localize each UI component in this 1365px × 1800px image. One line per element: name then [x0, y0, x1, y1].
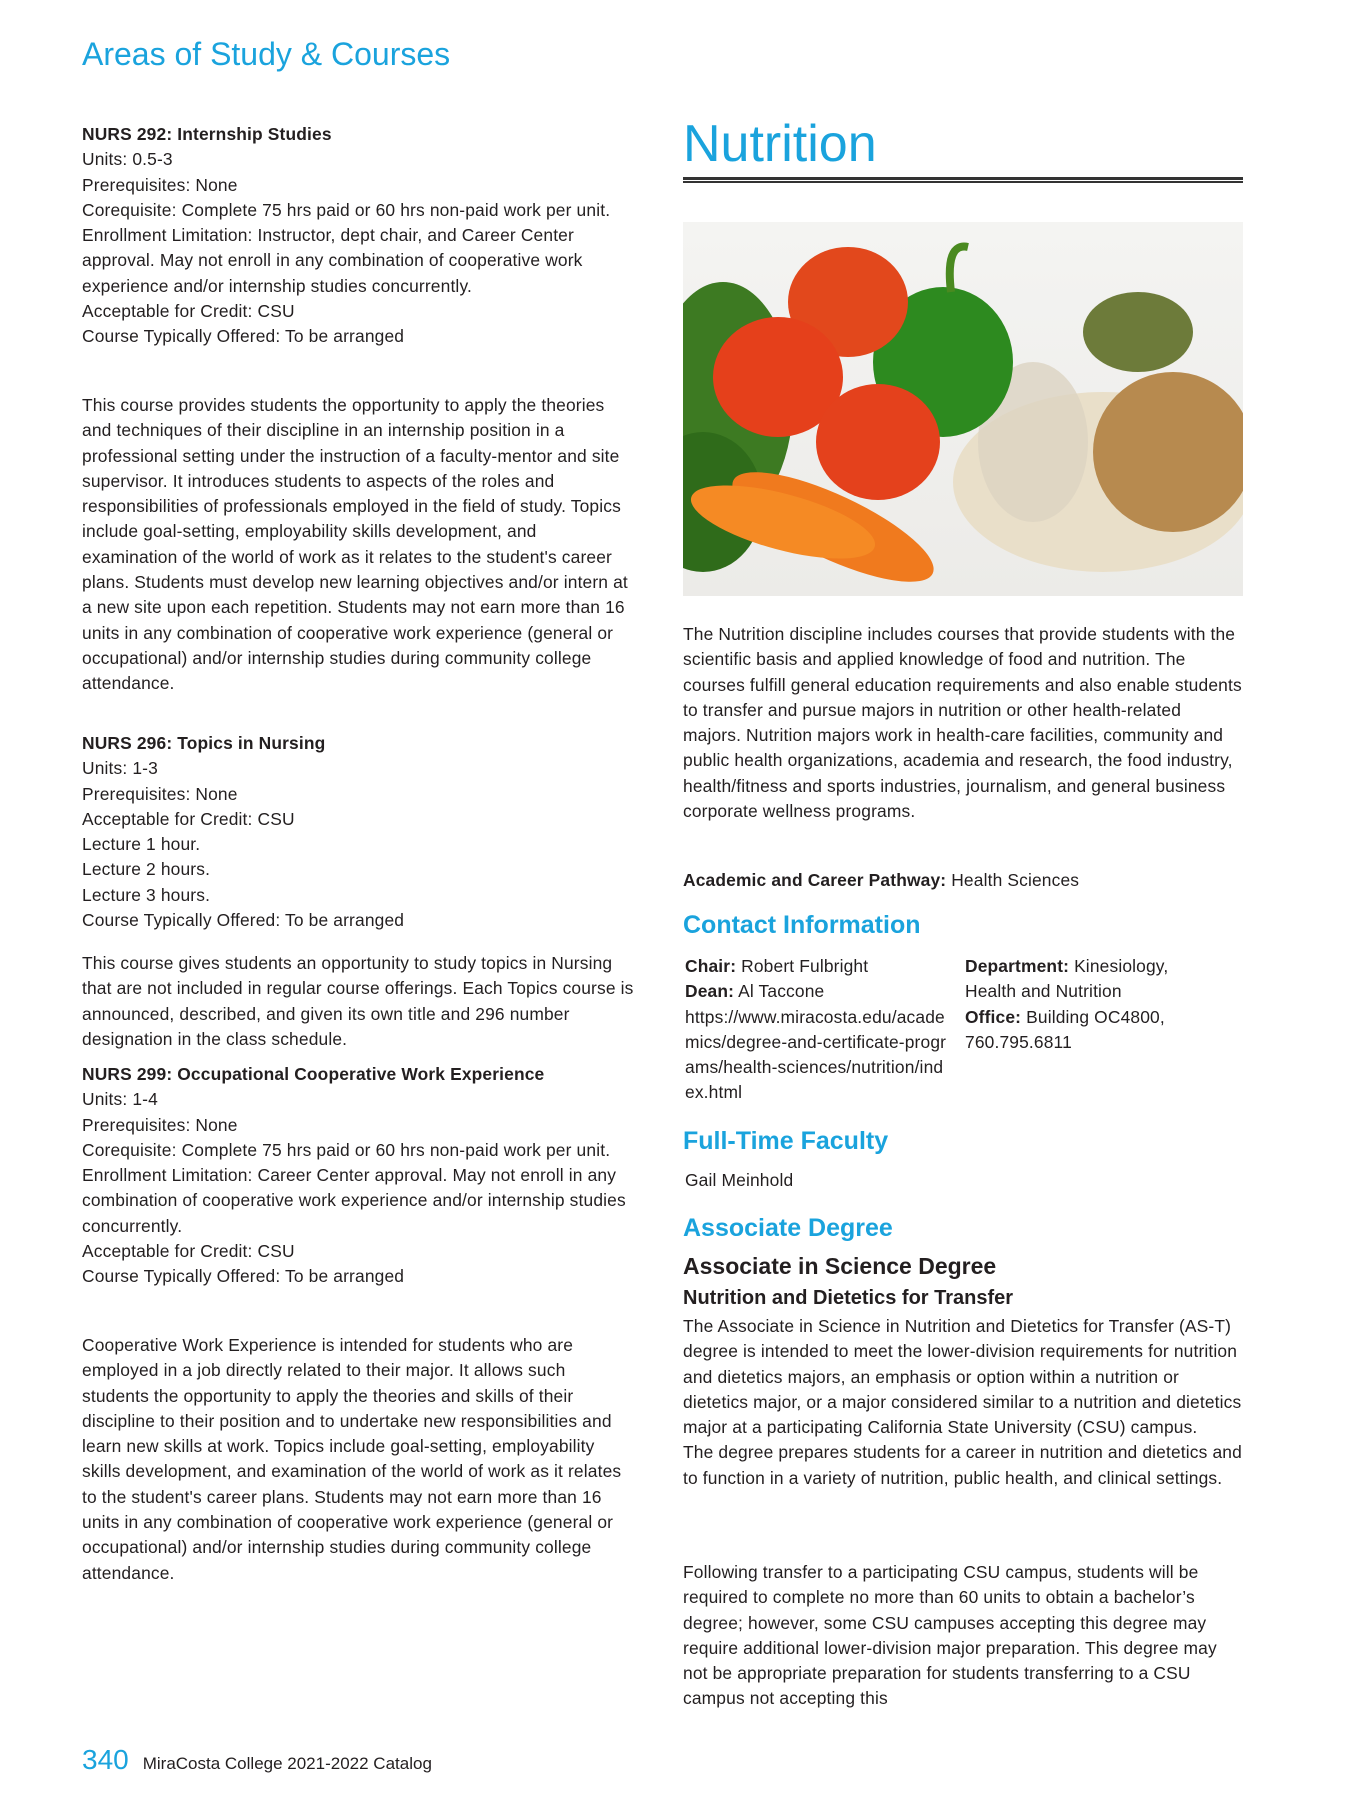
course-description: Cooperative Work Experience is intended for students who are employed in a job directly related to their major. It allows such students the opportunity to apply the theories and skills of their discipline to their position and to undertake new responsibilities and learn new skills at work. Topics include goal-setting, employability skills development, and examination of the world of work as it relates to the student's career plans. Students may not earn more than 16 units in any combination of cooperative work experience (general or occupational) and/or internship studies during community college attendance. — [82, 1335, 622, 1583]
faculty-name: Gail Meinhold — [685, 1170, 794, 1190]
course-offered: Course Typically Offered: To be arranged — [82, 910, 405, 931]
degree-heading: Associate Degree — [683, 1214, 893, 1242]
chair-label: Chair: — [685, 956, 737, 976]
course-title: NURS 292: Internship Studies — [82, 124, 332, 144]
dean-name: Al Taccone — [738, 981, 825, 1002]
degree-subheading: Associate in Science Degree — [683, 1253, 997, 1279]
office-label: Office: — [965, 1006, 1022, 1027]
pathway-label: Academic and Career Pathway: — [683, 870, 947, 890]
course-credit: Acceptable for Credit: CSU — [82, 301, 295, 322]
course-units: Units: 0.5-3 — [82, 149, 173, 170]
course-credit: Acceptable for Credit: CSU — [82, 1241, 295, 1262]
discipline-title: Nutrition — [683, 115, 877, 173]
program-title: Nutrition and Dietetics for Transfer — [683, 1287, 1014, 1309]
course-description: This course gives students an opportunity to study topics in Nursing that are not included in regular course offerings. Each Topics course is announced, described, and given its own title and 296 number designation in the class schedule. — [82, 953, 634, 1049]
course-description: This course provides students the opportunity to apply the theories and techniques of their discipline in an internship position in a professional setting under the instruction of a faculty-mentor and site supervisor. It introduces students to aspects of the roles and responsibilities of professionals employed in the field of study. Topics include goal-setting, employability skills development, and examination of the world of work as it relates to the student's career plans. Students must develop new learning objectives and/or intern at a new site upon each repetition. Students may not earn more than 16 units in any combination of cooperative work experience (general or occupational) and/or internship studies during community college attendance. — [82, 395, 628, 694]
course-credit: Acceptable for Credit: CSU — [82, 808, 295, 829]
office-info: Building OC4800, 760.795.6811 — [965, 1006, 1165, 1052]
title-divider — [683, 177, 1243, 183]
course-prereq: Prerequisites: None — [82, 1114, 238, 1135]
course-lecture: Lecture 2 hours. — [82, 859, 211, 880]
page-footer — [82, 1744, 432, 1776]
course-nurs-299 — [82, 1062, 634, 1290]
course-enrollment: Enrollment Limitation: Instructor, dept chair, and Career Center approval. May not enroll in any combination of cooperative work experience and/or internship studies concurrently. — [82, 225, 583, 296]
catalog-name: MiraCosta College 2021-2022 Catalog — [142, 1754, 432, 1773]
course-prereq: Prerequisites: None — [82, 174, 238, 195]
course-title: NURS 296: Topics in Nursing — [82, 733, 326, 753]
nutrition-food-image — [683, 222, 1243, 596]
course-offered: Course Typically Offered: To be arranged — [82, 1266, 405, 1287]
transfer-paragraph: Following transfer to a participating CSU campus, students will be required to complete no more than 60 units to obtain a bachelor’s degree; however, some CSU campuses accepting this degree may require additional lower-division major preparation. This degree may not be appropriate preparation for students transferring to a CSU campus not accepting this — [683, 1562, 1217, 1709]
pathway-value: Health Sciences — [951, 870, 1080, 890]
course-offered: Course Typically Offered: To be arranged — [82, 326, 405, 347]
course-enrollment: Enrollment Limitation: Career Center approval. May not enroll in any combination of cooperative work experience and/or internship studies concurrently. — [82, 1165, 626, 1236]
chair-name: Robert Fulbright — [741, 956, 869, 976]
department-label: Department: — [965, 956, 1070, 976]
career-pathway — [683, 868, 1243, 893]
discipline-url-link[interactable]: https://www.miracosta.edu/academics/degree-and-certificate-programs/health-sciences/nutrition/index.html — [685, 1006, 947, 1103]
faculty-heading: Full-Time Faculty — [683, 1127, 889, 1155]
course-title: NURS 299: Occupational Cooperative Work Experience — [82, 1064, 545, 1084]
section-title: Areas of Study & Courses — [82, 36, 451, 72]
course-lecture: Lecture 3 hours. — [82, 884, 211, 905]
course-prereq: Prerequisites: None — [82, 783, 238, 804]
course-units: Units: 1-4 — [82, 1089, 158, 1110]
course-coreq: Corequisite: Complete 75 hrs paid or 60 hrs non-paid work per unit. — [82, 1139, 611, 1160]
course-nurs-296 — [82, 731, 634, 933]
contact-right — [965, 954, 1195, 1055]
page-number: 340 — [82, 1744, 129, 1775]
degree-paragraph: The degree prepares students for a career in nutrition and dietetics and to function in a variety of nutrition, public health, and clinical settings. — [683, 1442, 1242, 1488]
degree-description — [683, 1314, 1243, 1491]
course-coreq: Corequisite: Complete 75 hrs paid or 60 hrs non-paid work per unit. — [82, 199, 611, 220]
course-nurs-292 — [82, 122, 634, 350]
dean-label: Dean: — [685, 981, 735, 1002]
course-units: Units: 1-3 — [82, 758, 158, 779]
discipline-intro: The Nutrition discipline includes courses that provide students with the scientific basis and applied knowledge of food and nutrition. The courses fulfill general education requirements and also enable students to transfer and pursue majors in nutrition or other health-related majors. Nutrition majors work in health-care facilities, community and public health organizations, academia and research, the food industry, health/fitness and sports industries, journalism, and general business corporate wellness programs. — [683, 624, 1242, 822]
contact-heading: Contact Information — [683, 911, 921, 939]
degree-paragraph: The Associate in Science in Nutrition and Dietetics for Transfer (AS-T) degree is intended to meet the lower-division requirements for nutrition and dietetics majors, an emphasis or option within a nutrition or dietetics major, or a major considered similar to a nutrition and dietetics major at a participating California State University (CSU) campus. — [683, 1316, 1242, 1438]
department-name: Kinesiology, Health and Nutrition — [965, 956, 1169, 1002]
course-lecture: Lecture 1 hour. — [82, 834, 201, 855]
contact-left — [685, 954, 950, 1106]
